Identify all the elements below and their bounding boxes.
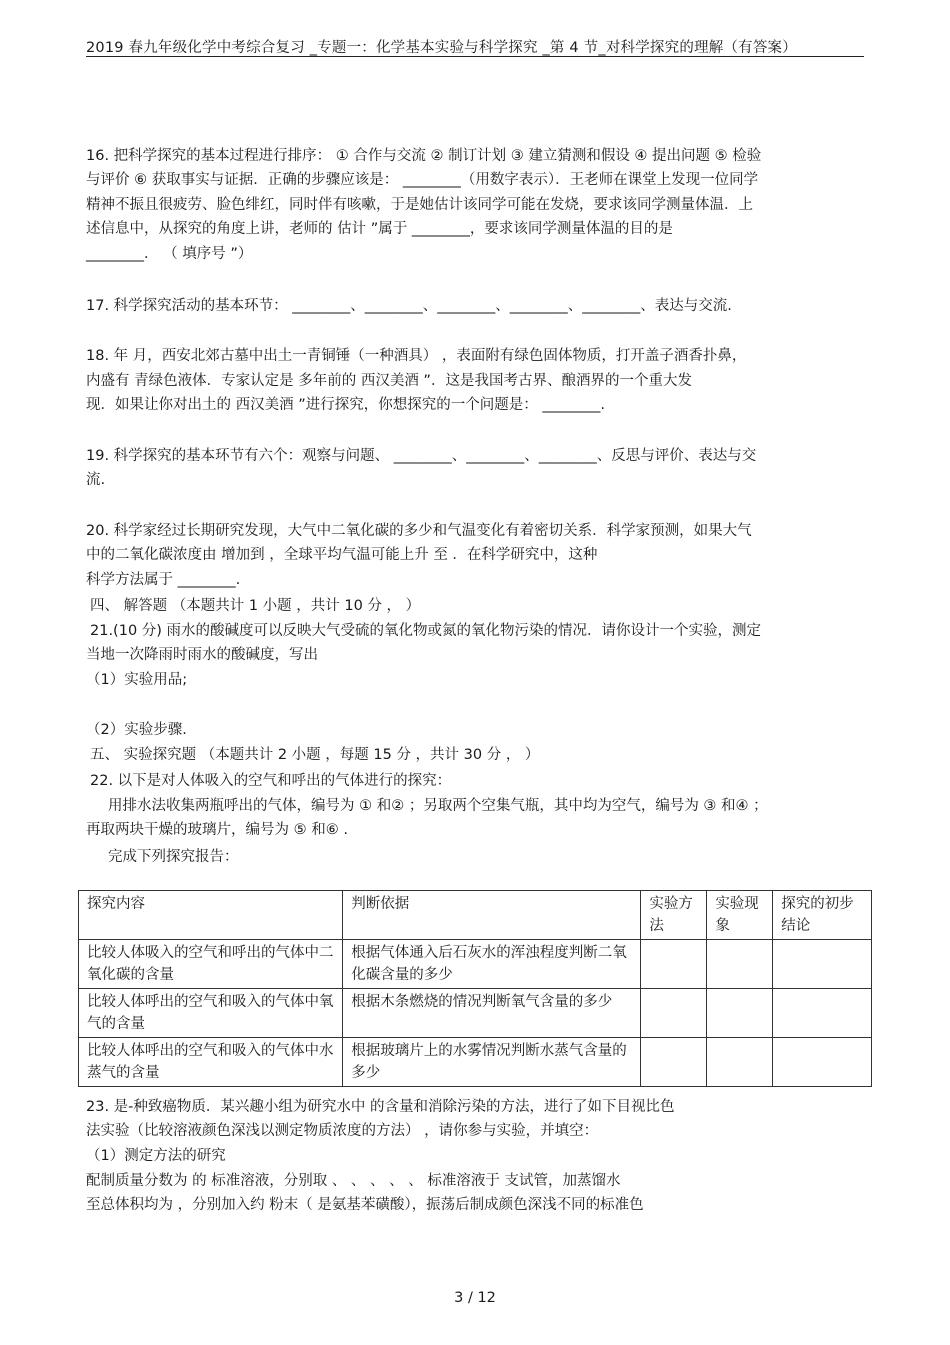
- q22-line-1: 22. 以下是对人体吸入的空气和呼出的气体进行的探究：: [90, 773, 452, 789]
- q23-line-1: 23. 是-种致癌物质．某兴趣小组为研究水中 的含量和消除污染的方法，进行了如下目视比色: [86, 1099, 675, 1115]
- table-cell: 比较人体呼出的空气和吸入的气体中水蒸气的含量: [79, 1038, 343, 1087]
- answer-cell[interactable]: [641, 1038, 707, 1087]
- table-cell: 根据气体通入后石灰水的浑浊程度判断二氧化碳含量的多少: [343, 940, 641, 989]
- q17-line: 17. 科学探究活动的基本环节： ________、________、________、________、________、表达与交流.: [86, 298, 732, 314]
- inquiry-report-table: [78, 890, 872, 1087]
- header-cell: 探究的初步结论: [773, 891, 872, 940]
- q16-line-5: ________． （ 填序号 ”）: [86, 246, 253, 262]
- header-cell: 探究内容: [79, 891, 343, 940]
- table-cell: 根据玻璃片上的水雾情况判断水蒸气含量的多少: [343, 1038, 641, 1087]
- table-row: [79, 940, 872, 989]
- q22-line-3: 再取两块干燥的玻璃片，编号为 ⑤ 和⑥ .: [86, 822, 348, 838]
- table-row: [79, 989, 872, 1038]
- section-5-heading: 五、 实验探究题 （本题共计 2 小题 ，每题 15 分 ，共计 30 分 ， ）: [90, 747, 540, 763]
- q22-line-2: 用排水法收集两瓶呼出的气体，编号为 ① 和② ；另取两个空集气瓶，其中均为空气，编号为 ③ 和④ ；: [108, 798, 768, 814]
- answer-cell[interactable]: [773, 1038, 872, 1087]
- q18-line-2: 内盛有 青绿色液体．专家认定是 多年前的 西汉美酒 ”．这是我国考古界、酿酒界的一个重大发: [86, 373, 692, 389]
- q23-line-2: 法实验（比较溶液颜色深浅以测定物质浓度的方法） ，请你参与实验，并填空：: [86, 1123, 599, 1139]
- q21-line-2: 当地一次降雨时雨水的酸碱度，写出: [86, 647, 318, 663]
- page-number: 3 / 12: [454, 1290, 496, 1306]
- header-cell: 实验方法: [641, 891, 707, 940]
- q22-line-4: 完成下列探究报告：: [108, 849, 239, 865]
- q23-line-4: 配制质量分数为 的 标准溶液，分别取 、 、 、 、 、 标准溶液于 支试管，加蒸馏水: [86, 1173, 621, 1189]
- answer-cell[interactable]: [773, 940, 872, 989]
- page-header: 2019 春九年级化学中考综合复习 _专题一：化学基本实验与科学探究 _第 4 节_对科学探究的理解（有答案）: [86, 36, 864, 57]
- q16-line-4: 述信息中，从探究的角度上讲，老师的 估计 ”属于 ________，要求该同学测量体温的目的是: [86, 221, 673, 237]
- answer-cell[interactable]: [707, 989, 773, 1038]
- q16-line-3: 精神不振且很疲劳、脸色绯红，同时伴有咳嗽，于是她估计该同学可能在发烧，要求该同学测量体温．上: [86, 197, 753, 213]
- header-cell: 实验现象: [707, 891, 773, 940]
- answer-cell[interactable]: [773, 989, 872, 1038]
- q23-line-5: 至总体积均为 ，分别加入约 粉末（ 是氨基苯磺酸），振荡后制成颜色深浅不同的标准色: [86, 1197, 644, 1213]
- q19-line-2: 流.: [86, 472, 106, 488]
- header-cell: 判断依据: [343, 891, 641, 940]
- section-4-heading: 四、 解答题 （本题共计 1 小题 ，共计 10 分 ， ）: [90, 598, 421, 614]
- q19-line-1: 19. 科学探究的基本环节有六个：观察与问题、 ________、________、________、反思与评价、表达与交: [86, 448, 757, 464]
- q20-line-1: 20. 科学家经过长期研究发现，大气中二氧化碳的多少和气温变化有着密切关系．科学家预测，如果大气: [86, 523, 752, 539]
- answer-cell[interactable]: [641, 940, 707, 989]
- table-row: [79, 1038, 872, 1087]
- q21-item-1: （1）实验用品;: [86, 672, 188, 688]
- q18-line-3: 现．如果让你对出土的 西汉美酒 ”进行探究，你想探究的一个问题是： ________.: [86, 397, 605, 413]
- answer-cell[interactable]: [707, 940, 773, 989]
- table-cell: 根据木条燃烧的情况判断氧气含量的多少: [343, 989, 641, 1038]
- q20-line-2: 中的二氧化碳浓度由 增加到 ，全球平均气温可能上升 至 ．在科学研究中，这种: [86, 547, 598, 563]
- q21-item-2: （2）实验步骤.: [86, 722, 187, 738]
- table-cell: 比较人体呼出的空气和吸入的气体中氧气的含量: [79, 989, 343, 1038]
- table-header-row: [79, 891, 872, 940]
- q16-line-2: 与评价 ⑥ 获取事实与证据．正确的步骤应该是： ________（用数字表示）．王老师在课堂上发现一位同学: [86, 172, 759, 188]
- table-cell: 比较人体吸入的空气和呼出的气体中二氧化碳的含量: [79, 940, 343, 989]
- q20-line-3: 科学方法属于 ________.: [86, 572, 241, 588]
- q18-line-1: 18. 年 月，西安北郊古墓中出土一青铜锤（一种酒具） ，表面附有绿色固体物质，打开盖子酒香扑鼻，: [86, 348, 747, 364]
- answer-cell[interactable]: [707, 1038, 773, 1087]
- q16-line-1: 16. 把科学探究的基本过程进行排序： ① 合作与交流 ② 制订计划 ③ 建立猜测和假设 ④ 提出问题 ⑤ 检验: [86, 148, 762, 164]
- q21-line-1: 21.(10 分) 雨水的酸碱度可以反映大气受硫的氧化物或氮的氧化物污染的情况．请你设计一个实验，测定: [90, 623, 762, 639]
- q23-line-3: （1）测定方法的研究: [86, 1148, 226, 1164]
- answer-cell[interactable]: [641, 989, 707, 1038]
